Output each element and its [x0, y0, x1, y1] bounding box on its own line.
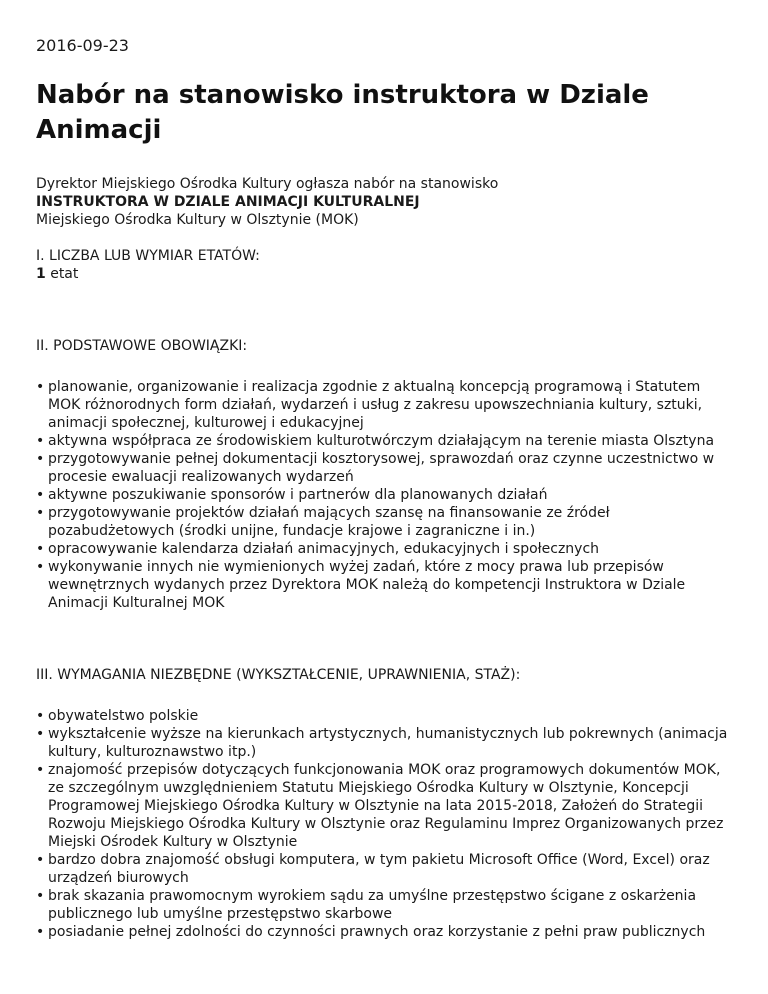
intro-block — [36, 175, 732, 229]
list-item: • bardzo dobra znajomość obsługi komputera, w tym pakietu Microsoft Office (Word, Excel) oraz urządzeń biurowych — [48, 851, 732, 887]
list-item: • aktywne poszukiwanie sponsorów i partnerów dla planowanych działań — [48, 486, 732, 504]
publish-date: 2016-09-23 — [36, 36, 129, 55]
section-heading: I. LICZBA LUB WYMIAR ETATÓW: — [36, 248, 260, 264]
section-heading: II. PODSTAWOWE OBOWIĄZKI: — [36, 338, 248, 354]
list-item: • planowanie, organizowanie i realizacja zgodnie z aktualną koncepcją programową i Statutem MOK różnorodnych form działań, wydarzeń i usług z zakresu upowszechniania kultury, sztuki, animacji społecznej, kulturowej i edukacyjnej — [48, 378, 732, 432]
position-name: INSTRUKTORA W DZIALE ANIMACJI KULTURALNEJ — [36, 194, 420, 210]
section-positions — [36, 247, 732, 283]
list-item: • wykonywanie innych nie wymienionych wyżej zadań, które z mocy prawa lub przepisów wewnętrznych wydanych przez Dyrektora MOK należą do kompetencji Instruktora w Dziale Animacji Kulturalnej MOK — [48, 558, 732, 612]
page-title: Nabór na stanowisko instruktora w Dziale Animacji — [36, 80, 649, 145]
list-item: • opracowywanie kalendarza działań animacyjnych, edukacyjnych i społecznych — [48, 540, 732, 558]
intro-line: Dyrektor Miejskiego Ośrodka Kultury ogłasza nabór na stanowisko — [36, 176, 499, 192]
list-item: • znajomość przepisów dotyczących funkcjonowania MOK oraz programowych dokumentów MOK, ze szczególnym uwzględnieniem Statutu Miejskiego Ośrodka Kultury w Olsztynie, Koncepcji Programowej Miejskiego Ośrodka Kultury w Olsztynie na lata 2015-2018, Założeń do Strategii Rozwoju Miejskiego Ośrodka Kultury w Olsztynie oraz Regulaminu Imprez Organizowanych przez Miejski Ośrodek Kultury w Olsztynie — [48, 761, 732, 851]
list-item: • aktywna współpraca ze środowiskiem kulturotwórczym działającym na terenie miasta Olsztyna — [48, 432, 732, 450]
list-item: • posiadanie pełnej zdolności do czynności prawnych oraz korzystanie z pełni praw publicznych — [48, 923, 732, 941]
list-item: • przygotowywanie projektów działań mających szansę na finansowanie ze źródeł pozabudżetowych (środki unijne, fundacje krajowe i zagraniczne i in.) — [48, 504, 732, 540]
duties-list — [36, 378, 732, 612]
section-heading: III. WYMAGANIA NIEZBĘDNE (WYKSZTAŁCENIE, UPRAWNIENIA, STAŻ): — [36, 667, 521, 683]
institution-name: Miejskiego Ośrodka Kultury w Olsztynie (MOK) — [36, 212, 359, 228]
list-item: • brak skazania prawomocnym wyrokiem sądu za umyślne przestępstwo ścigane z oskarżenia publicznego lub umyślne przestępstwo skarbowe — [48, 887, 732, 923]
list-item: • przygotowywanie pełnej dokumentacji kosztorysowej, sprawozdań oraz czynne uczestnictwo w procesie ewaluacji realizowanych wydarzeń — [48, 450, 732, 486]
list-item: • obywatelstwo polskie — [48, 707, 732, 725]
positions-count: 1 etat — [36, 266, 79, 282]
list-item: • wykształcenie wyższe na kierunkach artystycznych, humanistycznych lub pokrewnych (animacja kultury, kulturoznawstwo itp.) — [48, 725, 732, 761]
requirements-list — [36, 707, 732, 941]
